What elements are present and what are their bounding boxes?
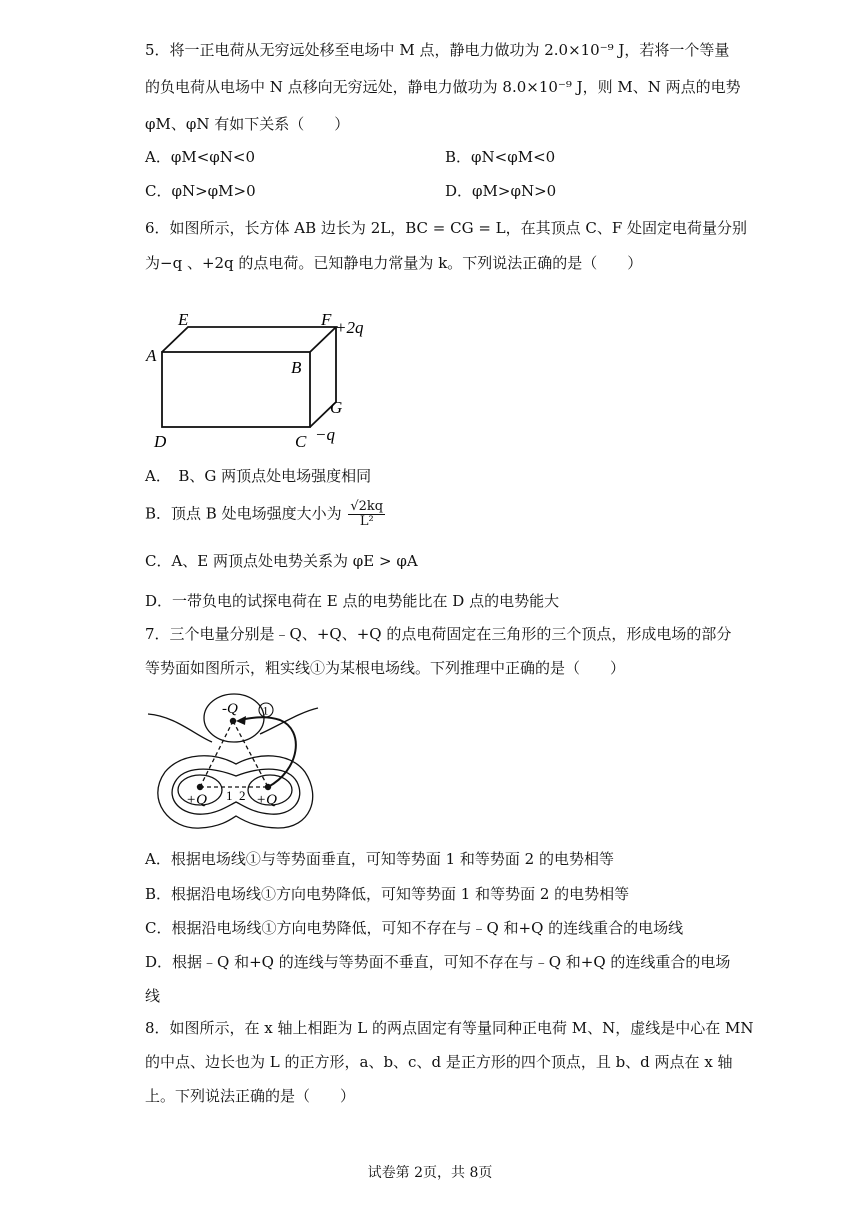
charge-plus-2q: +2q (335, 318, 364, 337)
field-line-arrow-icon (236, 716, 246, 725)
q6-option-a: A． B、G 两顶点处电场强度相同 (145, 467, 372, 485)
q6-option-c: C．A、E 两顶点处电势关系为 φE > φA (145, 552, 418, 570)
q7-option-c: C．根据沿电场线①方向电势降低，可知不存在与﹣Q 和+Q 的连线重合的电场线 (145, 919, 684, 937)
q5-option-c: C．φN>φM>0 (145, 182, 256, 200)
charge-plus-q-right-dot (265, 784, 271, 790)
q7-option-d-line-2: 线 (145, 987, 161, 1005)
q6-option-b-text: B．顶点 B 处电场强度大小为 (145, 504, 342, 523)
q7-option-d-line-1: D．根据﹣Q 和+Q 的连线与等势面不垂直，可知不存在与﹣Q 和+Q 的连线重合的电场 (145, 953, 731, 971)
cuboid-top-face (162, 327, 336, 352)
q7-option-b: B．根据沿电场线①方向电势降低，可知等势面 1 和等势面 2 的电势相等 (145, 885, 630, 903)
q7-option-a: A．根据电场线①与等势面垂直，可知等势面 1 和等势面 2 的电势相等 (145, 850, 614, 868)
dashed-line-right (233, 721, 268, 787)
label-F: F (321, 310, 332, 329)
q7-line-1: 7．三个电量分别是﹣Q、+Q、+Q 的点电荷固定在三角形的三个顶点，形成电场的部分 (145, 625, 732, 643)
equipotential-figure (140, 690, 330, 838)
q7-line-2: 等势面如图所示，粗实线①为某根电场线。下列推理中正确的是（ ） (145, 659, 626, 677)
fraction-denominator: L² (359, 514, 374, 529)
cuboid-front-face (162, 352, 310, 427)
q6-option-d: D．一带负电的试探电荷在 E 点的电势能比在 D 点的电势能大 (145, 592, 560, 610)
q8-line-3: 上。下列说法正确的是（ ） (145, 1087, 356, 1105)
page-footer: 试卷第 2页，共 8页 (367, 1165, 493, 1181)
cuboid-figure (140, 305, 380, 455)
charge-minus-q-dot (230, 718, 236, 724)
label-surface-1: 1 (226, 788, 233, 803)
q8-line-1: 8．如图所示，在 x 轴上相距为 L 的两点固定有等量同种正电荷 M、N，虚线是中心在 MN (145, 1019, 754, 1037)
q5-option-b: B．φN<φM<0 (445, 148, 556, 166)
q8-line-2: 的中点、边长也为 L 的正方形，a、b、c、d 是正方形的四个顶点，且 b、d 两点在 x 轴 (145, 1053, 733, 1071)
label-plus-Q-right: +Q (256, 792, 277, 808)
charge-plus-q-left-dot (197, 784, 203, 790)
q5-line-2: 的负电荷从电场中 N 点移向无穷远处，静电力做功为 8.0×10⁻⁹ J，则 M、N 两点的电势 (145, 78, 741, 96)
label-surface-2: 2 (239, 788, 246, 803)
fraction-numerator: √2kq (350, 499, 384, 514)
q5-line-1: 5．将一正电荷从无穷远处移至电场中 M 点，静电力做功为 2.0×10⁻⁹ J，若将一个等量 (145, 41, 730, 59)
q6-line-1: 6．如图所示，长方体 AB 边长为 2L，BC = CG = L，在其顶点 C、F 处固定电荷量分别 (145, 219, 748, 237)
label-B: B (291, 358, 302, 377)
label-plus-Q-left: +Q (186, 792, 207, 808)
label-E: E (178, 310, 189, 329)
q6-option-b (145, 500, 385, 529)
q6-line-2: 为−q 、+2q 的点电荷。已知静电力常量为 k。下列说法正确的是（ ） (145, 254, 643, 272)
dashed-line-left (200, 721, 233, 787)
label-minus-Q: -Q (222, 701, 238, 717)
label-A: A (146, 346, 157, 365)
label-G: G (330, 398, 343, 417)
q5-option-d: D．φM>φN>0 (445, 182, 557, 200)
q5-line-3: φM、φN 有如下关系（ ） (145, 115, 350, 133)
electric-field-line-1 (240, 717, 296, 787)
q5-option-a: A．φM<φN<0 (145, 148, 256, 166)
label-C: C (295, 432, 307, 451)
charge-minus-q: −q (315, 425, 335, 444)
q6-option-b-fraction (348, 500, 385, 529)
label-D: D (154, 432, 167, 451)
circled-one-label: 1 (262, 703, 269, 718)
